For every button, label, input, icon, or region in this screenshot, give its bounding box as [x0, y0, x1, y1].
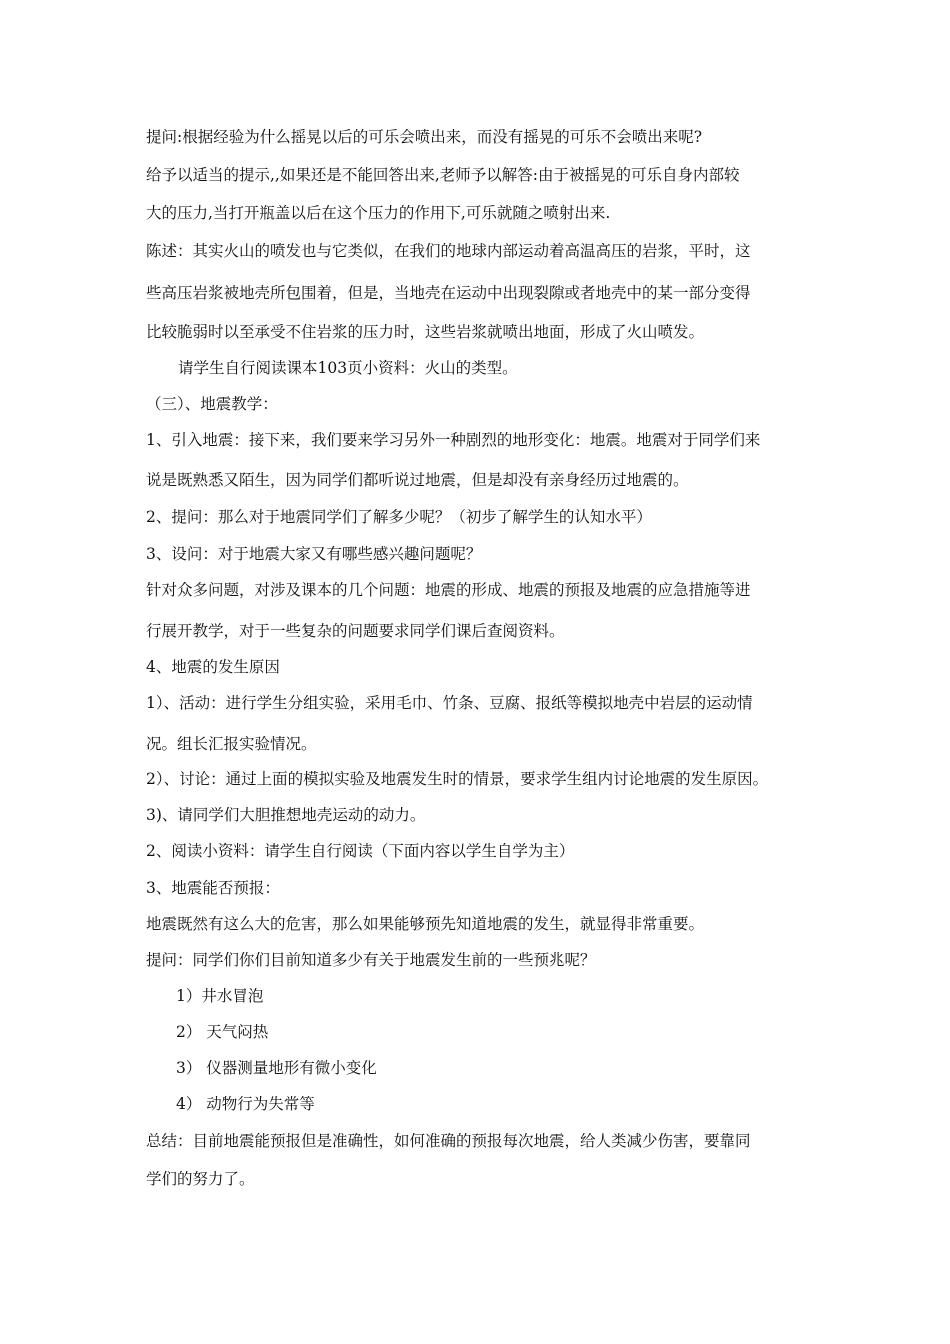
paragraph-line: 总结：目前地震能预报但是准确性，如何准确的预报每次地震，给人类减少伤害，要靠同 [146, 1132, 751, 1150]
list-item: 2） 天气闷热 [176, 1023, 269, 1041]
paragraph-line: 2、阅读小资料：请学生自行阅读（下面内容以学生自学为主） [146, 842, 575, 860]
paragraph-line: 给予以适当的提示,,如果还是不能回答出来,老师予以解答:由于被摇晃的可乐自身内部较 [146, 166, 740, 184]
paragraph-line: 2、提问：那么对于地震同学们了解多少呢？（初步了解学生的认知水平） [146, 508, 652, 526]
paragraph-line: 提问:根据经验为什么摇晃以后的可乐会喷出来，而没有摇晃的可乐不会喷出来呢? [146, 128, 703, 146]
paragraph-line: 比较脆弱时以至承受不住岩浆的压力时，这些岩浆就喷出地面，形成了火山喷发。 [146, 323, 705, 341]
paragraph-line: 3、设问：对于地震大家又有哪些感兴趣问题呢？ [146, 545, 482, 563]
paragraph-line: 些高压岩浆被地壳所包围着，但是，当地壳在运动中出现裂隙或者地壳中的某一部分变得 [146, 284, 751, 302]
paragraph-line: 3)、请同学们大胆推想地壳运动的动力。 [146, 806, 426, 824]
paragraph-line: 3、地震能否预报： [146, 879, 280, 897]
paragraph-line: 学们的努力了。 [146, 1170, 255, 1188]
paragraph-line: 提问：同学们你们目前知道多少有关于地震发生前的一些预兆呢？ [146, 951, 596, 969]
paragraph-line: 大的压力,当打开瓶盖以后在这个压力的作用下,可乐就随之喷射出来. [146, 204, 611, 222]
list-item: 3） 仪器测量地形有微小变化 [176, 1059, 377, 1077]
paragraph-line: 4、地震的发生原因 [146, 658, 280, 676]
paragraph-line: 2）、讨论：通过上面的模拟实验及地震发生时的情景，要求学生组内讨论地震的发生原因。 [146, 770, 769, 788]
paragraph-line: 陈述：其实火山的喷发也与它类似，在我们的地球内部运动着高温高压的岩浆，平时，这 [146, 242, 751, 260]
section-heading: （三）、地震教学： [146, 395, 278, 413]
paragraph-line: 说是既熟悉又陌生，因为同学们都听说过地震，但是却没有亲身经历过地震的。 [146, 471, 689, 489]
paragraph-line: 1）、活动：进行学生分组实验，采用毛巾、竹条、豆腐、报纸等模拟地壳中岩层的运动情 [146, 694, 753, 712]
paragraph-line: 针对众多问题，对涉及课本的几个问题：地震的形成、地震的预报及地震的应急措施等进 [146, 581, 751, 599]
list-item: 1）井水冒泡 [176, 987, 264, 1005]
paragraph-line: 1、引入地震：接下来，我们要来学习另外一种剧烈的地形变化：地震。地震对于同学们来 [146, 431, 761, 449]
paragraph-line: 地震既然有这么大的危害，那么如果能够预先知道地震的发生，就显得非常重要。 [146, 915, 705, 933]
paragraph-line: 行展开教学，对于一些复杂的问题要求同学们课后查阅资料。 [146, 622, 565, 640]
list-item: 4） 动物行为失常等 [176, 1095, 315, 1113]
paragraph-line: 况。组长汇报实验情况。 [146, 735, 317, 753]
paragraph-line: 请学生自行阅读课本103页小资料：火山的类型。 [178, 359, 518, 377]
